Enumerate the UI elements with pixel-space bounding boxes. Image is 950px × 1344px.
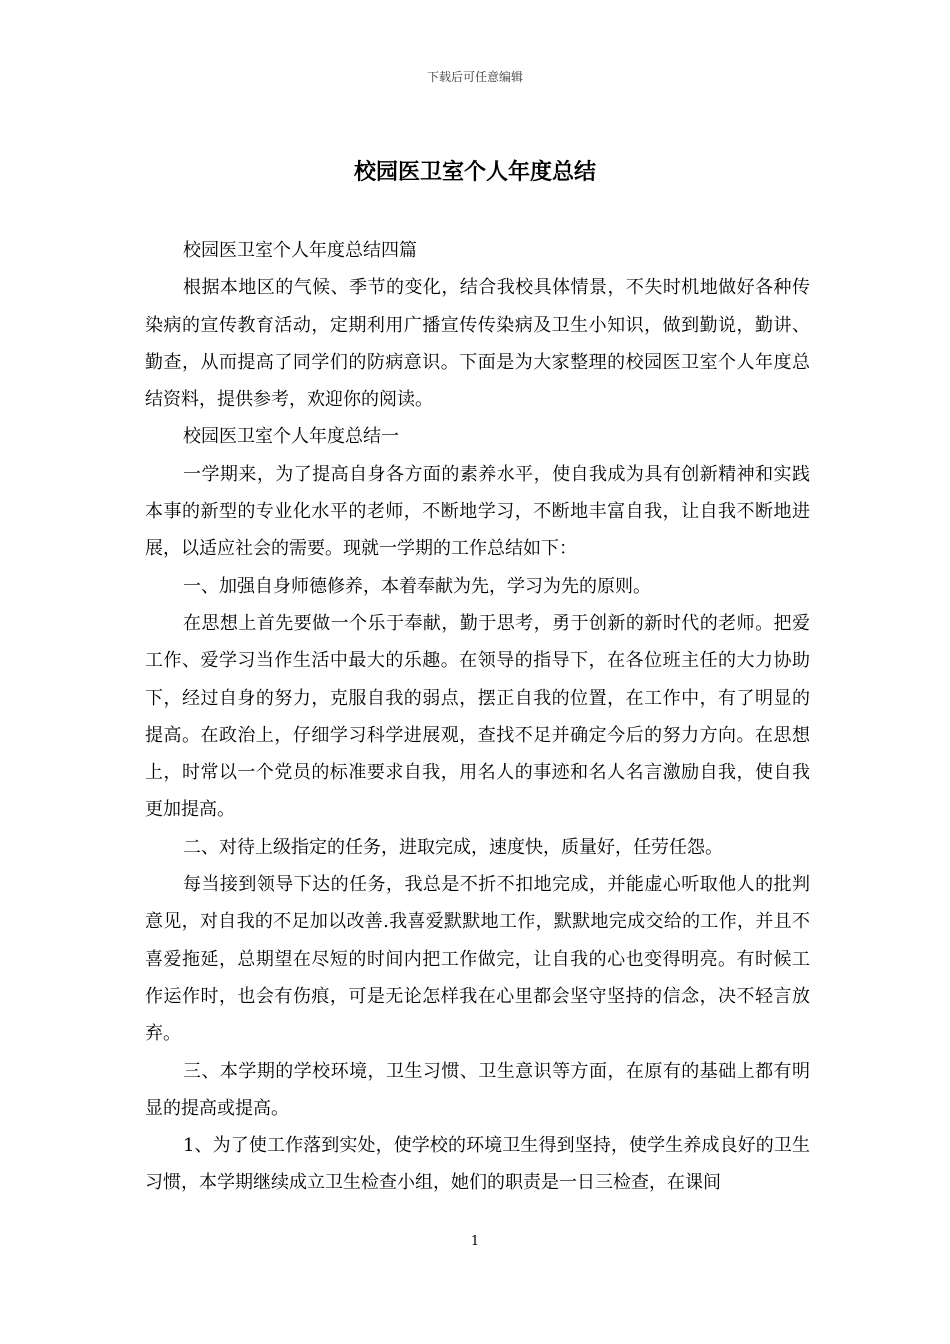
page-number: 1 bbox=[470, 1234, 480, 1249]
paragraph: 二、对待上级指定的任务，进取完成，速度快，质量好，任劳任怨。 bbox=[183, 836, 723, 858]
document-body bbox=[145, 232, 810, 1202]
paragraph: 三、本学期的学校环境，卫生习惯、卫生意识等方面，在原有的基础上都有明显的提高或提高。 bbox=[145, 1060, 810, 1119]
paragraph: 校园医卫室个人年度总结一 bbox=[183, 426, 399, 448]
header-note: 下载后可任意编辑 bbox=[426, 70, 523, 84]
paragraph: 1、为了使工作落到实处，使学校的环境卫生得到坚持，使学生养成良好的卫生习惯，本学期继续成立卫生检查小组，她们的职责是一日三检查，在课间 bbox=[145, 1135, 810, 1194]
paragraph: 根据本地区的气候、季节的变化，结合我校具体情景，不失时机地做好各种传染病的宣传教育活动，定期利用广播宣传传染病及卫生小知识，做到勤说，勤讲、勤查，从而提高了同学们的防病意识。下面是为大家整理的校园医卫室个人年度总结资料，提供参考，欢迎你的阅读。 bbox=[145, 277, 810, 411]
paragraph: 每当接到领导下达的任务，我总是不折不扣地完成，并能虚心听取他人的批判意见，对自我的不足加以改善.我喜爱默默地工作，默默地完成交给的工作，并且不喜爱拖延，总期望在尽短的时间内把工作做完，让自我的心也变得明亮。有时候工作运作时，也会有伤痕，可是无论怎样我在心里都会坚守坚持的信念，决不轻言放弃。 bbox=[145, 874, 810, 1045]
paragraph: 一学期来，为了提高自身各方面的素养水平，使自我成为具有创新精神和实践本事的新型的专业化水平的老师，不断地学习，不断地丰富自我，让自我不断地进展，以适应社会的需要。现就一学期的工作总结如下： bbox=[145, 463, 810, 560]
document-title: 校园医卫室个人年度总结 bbox=[353, 159, 596, 185]
paragraph: 校园医卫室个人年度总结四篇 bbox=[183, 240, 417, 261]
paragraph: 在思想上首先要做一个乐于奉献，勤于思考，勇于创新的新时代的老师。把爱工作、爱学习当作生活中最大的乐趣。在领导的指导下，在各位班主任的大力协助下，经过自身的努力，克服自我的弱点，摆正自我的位置，在工作中，有了明显的提高。在政治上，仔细学习科学进展观，查找不足并确定今后的努力方向。在思想上，时常以一个党员的标准要求自我，用名人的事迹和名人名言激励自我，使自我更加提高。 bbox=[145, 612, 810, 821]
paragraph: 一、加强自身师德修养，本着奉献为先，学习为先的原则。 bbox=[183, 575, 651, 597]
